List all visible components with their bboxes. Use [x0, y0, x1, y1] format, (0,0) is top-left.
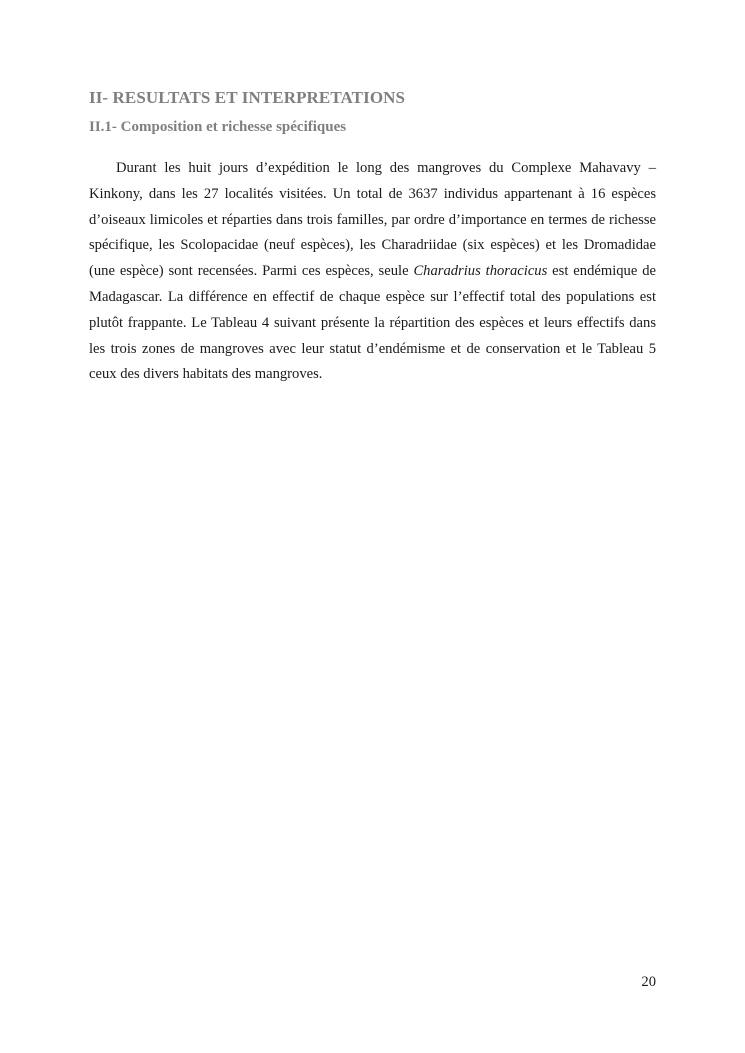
subsection-title: II.1- Composition et richesse spécifiques [89, 119, 347, 135]
section-title: II- RESULTATS ET INTERPRETATIONS [89, 88, 406, 107]
species-name-italic: Charadrius thoracicus [413, 263, 548, 280]
page-number: 20 [641, 974, 656, 990]
paragraph-text-after-species: est endémique de Madagascar. La différence en effectif de chaque espèce sur l’effectif total des populations est plutôt frappante. Le Tableau 4 suivant présente la répartition des espèces et leurs effectifs dans les trois zones de mangroves avec leur statut d’endémisme et de conservation et le Tableau 5 ceux des divers habitats des mangroves. [89, 263, 656, 383]
paragraph-text-before-species: Durant les huit jours d’expédition le long des mangroves du Complexe Mahavavy – Kinkony, dans les 27 localités visitées. Un total de 3637 individus appartenant à 16 espèces d’oiseaux limicoles et réparties dans trois familles, par ordre d’importance en termes de richesse spécifique, les Scolopacidae (neuf espèces), les Charadriidae (six espèces) et les Dromadidae (une espèce) sont recensées. Parmi ces espèces, seule [89, 160, 656, 280]
body-paragraph [89, 156, 656, 388]
